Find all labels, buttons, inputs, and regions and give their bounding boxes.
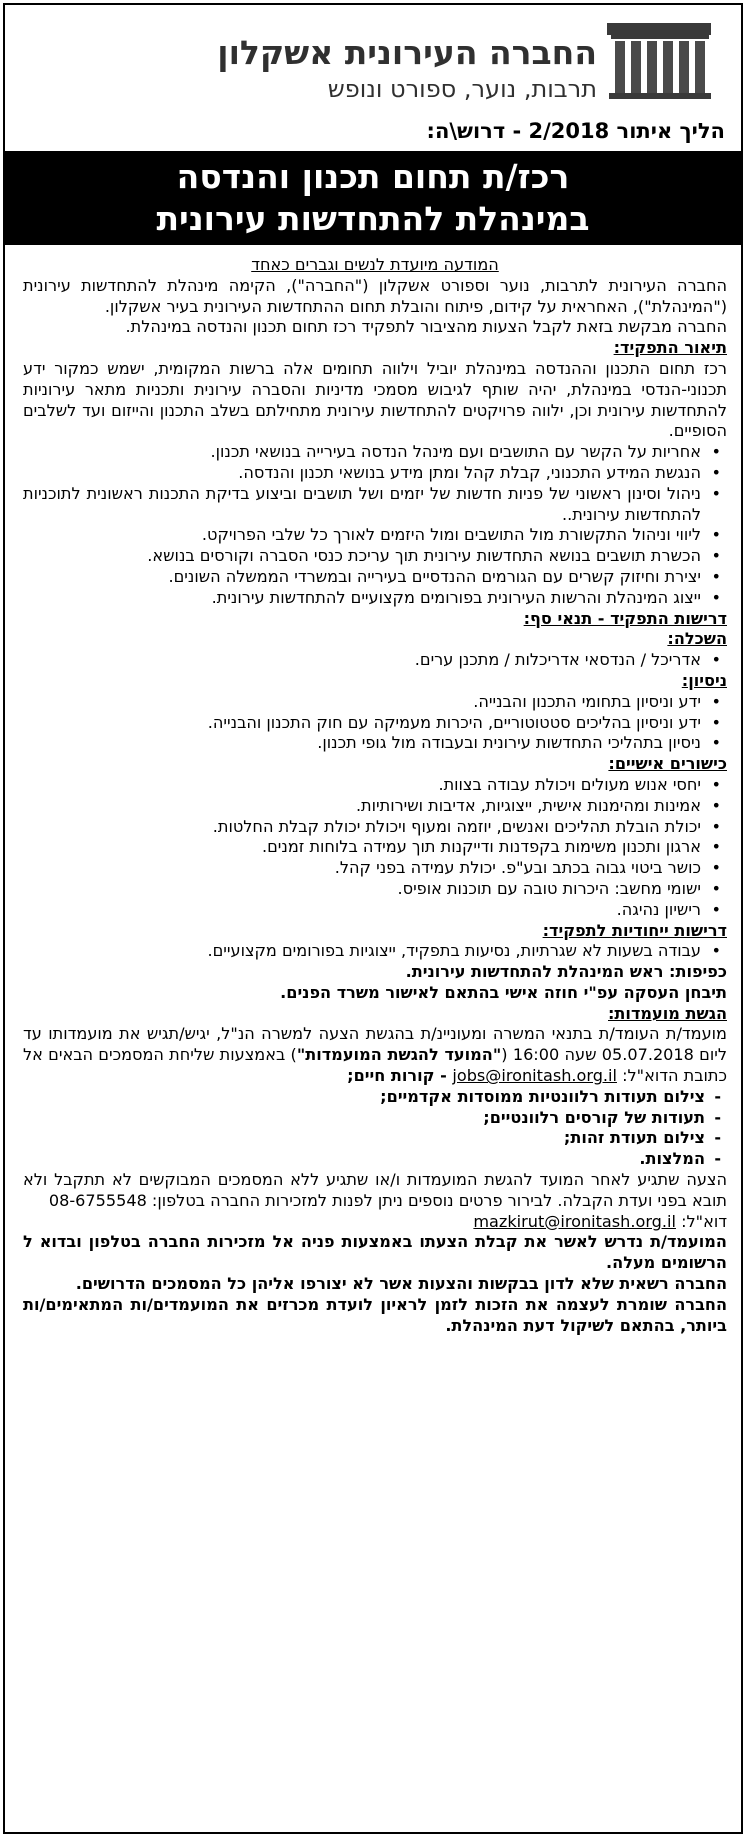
secretary-contact (23, 1212, 727, 1233)
submission-heading: הגשת מועמדות: (608, 1003, 727, 1023)
deadline-label: "המועד להגשת המועמדות" (296, 1045, 502, 1065)
org-name: החברה העירונית אשקלון (217, 33, 597, 72)
reports-to (23, 962, 727, 983)
list-item: • עבודה בשעות לא שגרתיות, נסיעות בתפקיד, ייצוגיות בפורומים מקצועיים. (23, 941, 701, 962)
late-submission-note: הצעה שתגיע לאחר המועד להגשת המועמדות ו/או שתגיע ללא המסמכים המבוקשים לא תתקבל ולא תובא בפני ועדת הקבלה. לבירור פרטים נוספים ניתן לפנות למזכירות החברה בטלפון: 08-6755548 (23, 1170, 727, 1210)
list-item: • יצירת וחיזוק קשרים עם הגורמים ההנדסיים בעירייה ובמשרדי הממשלה השונים. (23, 567, 701, 588)
org-subtitle: תרבות, נוער, ספורט ונופש (327, 75, 597, 103)
special-requirements-heading: דרישות ייחודיות לתפקיד: (542, 920, 727, 940)
jobs-email-link[interactable]: jobs@ironitash.org.il (452, 1066, 617, 1086)
columns-logo-icon (605, 21, 715, 101)
list-item: • ניהול וסינון ראשוני של פניות חדשות של יזמים ושל תושבים וביצוע בדיקת התכנות ראשונית לתוכניות להתחדשות עירונית.. (23, 484, 701, 526)
education-heading: השכלה: (667, 629, 727, 649)
list-item: • ליווי וניהול התקשורת מול התושבים ומול היזמים לאורך כל שלבי הפרויקט. (23, 525, 701, 546)
experience-heading: ניסיון: (681, 670, 727, 690)
education-list (23, 650, 727, 671)
submission-text-part1: מועמד/ת העומד/ת בתנאי המשרה ומעוניינ/ת בהגשת הצעה למשרה הנ"ל, יגיש/תגיש את מועמדותו עד ליום 05.07.2018 שעה 16:00 ( (23, 1024, 727, 1065)
list-item: • יכולת הובלת תהליכים ואנשים, יוזמה ומעוף ויכולת יכולת קבלת החלטות. (23, 817, 701, 838)
list-item: - תעודות של קורסים רלוונטיים; (23, 1108, 705, 1129)
title-line-1: רכז/ת תחום תכנון והנדסה (176, 157, 570, 196)
requirements-heading: דרישות התפקיד - תנאי סף: (523, 608, 727, 628)
list-item: • ארגון ותכנון משימות בקפדנות ודייקנות תוך עמידה בלוחות זמנים. (23, 837, 701, 858)
list-item: • רישיון נהיגה. (23, 900, 701, 921)
special-requirements-list (23, 941, 727, 962)
role-description-text: רכז תחום התכנון וההנדסה במינהלת יוביל וילווה תחומים אלה ברשות המקומית, ישמש כמקור ידע תכנוני-הנדסי במינהלת, יהיה שותף לגיבוש מסמכי מדיניות והסברה עירונית ותכניות מתאר עירוניות להתחדשות עירונית וכן, ילווה פרויקטים להתחדשות עירונית מתחילתם בשלב התכנון והייזום ועד לשלבים הסופיים. (23, 358, 727, 441)
equal-opportunity-note: המודעה מיועדת לנשים וגברים כאחד (251, 255, 499, 274)
list-item: • ידע וניסיון בהליכים סטטוטוריים, היכרות מעמיקה עם חוק התכנון והבנייה. (23, 713, 701, 734)
ad-body (17, 245, 729, 1336)
contract-terms: תיבחן העסקה עפ"י חוזה אישי בהתאם לאישור משרד הפנים. (280, 982, 727, 1002)
org-block (217, 33, 597, 105)
list-item: • ישומי מחשב: היכרות טובה עם תוכנות אופיס. (23, 879, 701, 900)
closing-paragraph: החברה רשאית שלא לדון בבקשות והצעות אשר לא יצורפו אליהן כל המסמכים הדרושים. (75, 1274, 727, 1294)
list-item: • כושר ביטוי גבוה בכתב ובע"פ. יכולת עמידה בפני קהל. (23, 858, 701, 879)
job-advertisement (3, 3, 743, 1834)
list-item: • ידע וניסיון בתחומי התכנון והבנייה. (23, 692, 701, 713)
list-item: • יחסי אנוש מעולים ויכולת עבודה בצוות. (23, 775, 701, 796)
secretary-email-link[interactable]: mazkirut@ironitash.org.il (473, 1211, 676, 1231)
reports-to-label: כפיפות: (669, 962, 727, 982)
reports-to-value: ראש המינהלת להתחדשות עירונית. (405, 962, 664, 982)
role-duties-list (23, 442, 727, 608)
title-line-2: במינהלת להתחדשות עירונית (156, 199, 590, 238)
role-description-heading: תיאור התפקיד: (613, 338, 727, 358)
personal-skills-list (23, 775, 727, 921)
submission-text (23, 1024, 727, 1086)
tender-number: הליך איתור 2/2018 - דרוש\ה: (426, 119, 725, 143)
experience-list (23, 692, 727, 754)
title-banner (5, 151, 741, 245)
closing-paragraph: המועמד/ת נדרש לאשר את קבלת הצעתו באמצעות פניה אל מזכירות החברה בטלפון ובדוא ל הרשומים מעלה. (23, 1232, 727, 1273)
intro-paragraph: החברה העירונית לתרבות, נוער וספורט אשקלון ("החברה"), הקימה מינהלת להתחדשות עירונית ("המינהלת"), האחראית על קידום, פיתוח והובלת תחום ההתחדשות העירונית בעיר אשקלון. (23, 275, 727, 316)
email-label: דוא"ל: (681, 1211, 727, 1231)
list-item: - צילום תעודות רלוונטיות ממוסדות אקדמיים; (23, 1087, 705, 1108)
list-item: • אדריכל / הנדסאי אדריכלות / מתכנן ערים. (23, 650, 701, 671)
closing-paragraph: החברה שומרת לעצמה את הזכות לזמן לראיון לועדת מכרזים את המועמדים/ות המתאימים/ות ביותר, בהתאם לשיקול דעת המינהלת. (23, 1294, 727, 1335)
personal-skills-heading: כישורים אישיים: (608, 754, 727, 774)
list-item: • אמינות ומהימנות אישית, ייצוגיות, אדיבות ושירותיות. (23, 796, 701, 817)
list-item: • ייצוג המינהלת והרשות העירונית בפורומים מקצועיים להתחדשות עירונית. (23, 588, 701, 609)
list-item: • הכשרת תושבים בנושא התחדשות עירונית תוך עריכת כנסי הסברה וקורסים בנושא. (23, 546, 701, 567)
submission-text-part2: ) באמצעות שליחת המסמכים הבאים אל כתובת הדוא"ל: (23, 1045, 727, 1086)
list-item: • ניסיון בתהליכי התחדשות עירונית ובעבודה מול גופי תכנון. (23, 733, 701, 754)
cv-item: - קורות חיים; (347, 1066, 453, 1086)
list-item: - המלצות. (23, 1149, 705, 1170)
request-paragraph: החברה מבקשת בזאת לקבל הצעות מהציבור לתפקיד רכז תחום תכנון והנדסה במינהלת. (125, 317, 727, 337)
documents-list (23, 1087, 727, 1170)
list-item: • אחריות על הקשר עם התושבים ועם מינהל הנדסה בעירייה בנושאי תכנון. (23, 442, 701, 463)
list-item: - צילום תעודת זהות; (23, 1128, 705, 1149)
header (17, 13, 729, 105)
list-item: • הנגשת המידע התכנוני, קבלת קהל ומתן מידע בנושאי תכנון והנדסה. (23, 463, 701, 484)
